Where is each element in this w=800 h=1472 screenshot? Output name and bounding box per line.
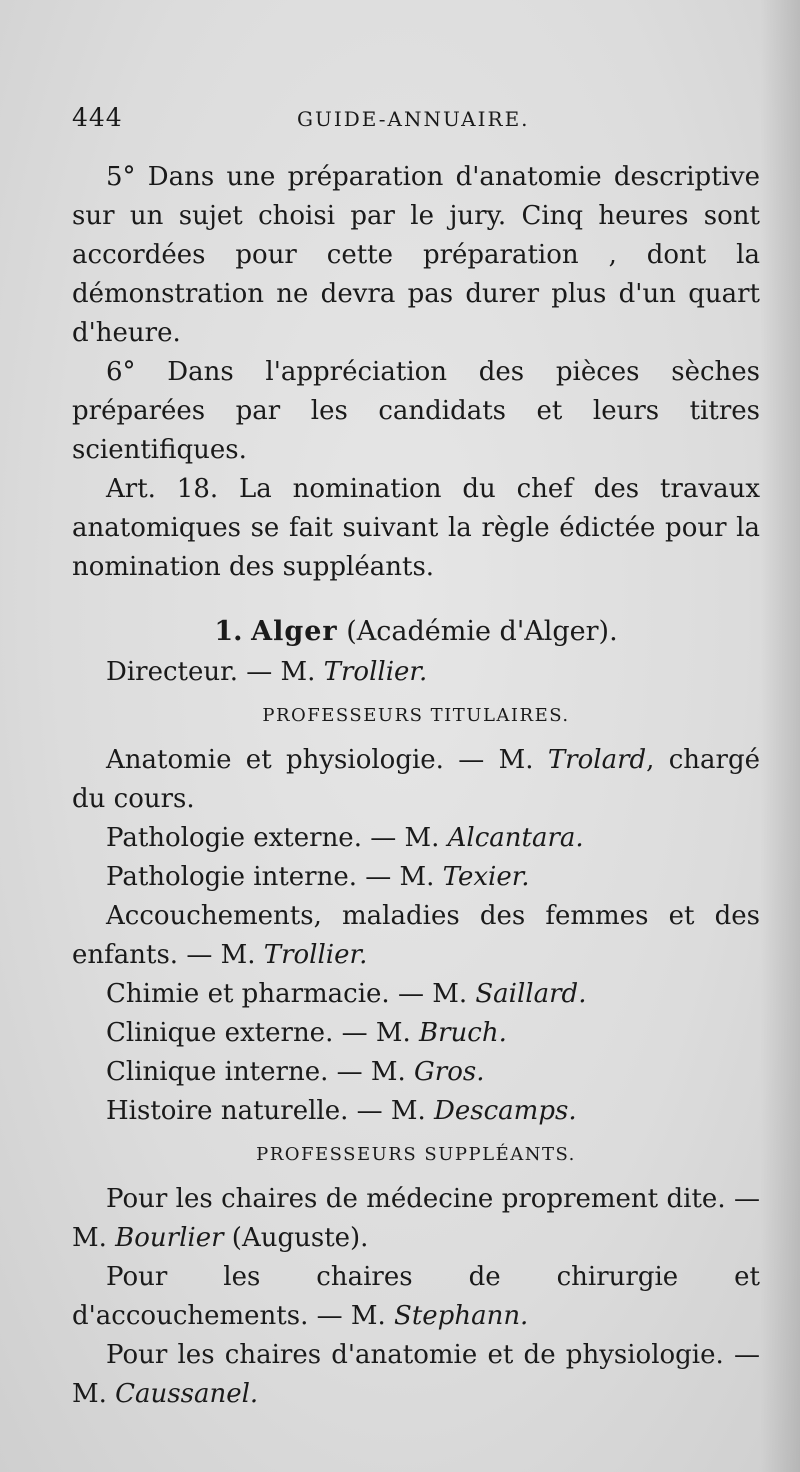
titulaire-entry [72,858,760,897]
paragraph-item-5: 5° Dans une préparation d'anatomie descriptive sur un sujet choisi par le jury. Cinq heures sont accordées pour cette préparation , dont la démonstration ne devra pas durer plus d'un quart d'heure. [72,162,760,348]
entry-subject: Clinique externe. — M. [106,1018,420,1048]
entry-name: Caussanel. [115,1379,259,1409]
suppleant-entry [72,1258,760,1336]
entry-subject: Chimie et pharmacie. — M. [106,979,476,1009]
titulaire-entry [72,741,760,819]
suppleant-entry [72,1180,760,1258]
page-header [72,98,740,132]
entry-name: Trollier. [263,940,368,970]
page-number: 444 [72,103,123,132]
section-city: Alger [251,616,338,647]
entry-name: Descamps. [434,1096,577,1126]
entry-name: Stephann. [394,1301,529,1331]
entry-subject: Pour les chaires de médecine proprement dite. — M. [72,1184,760,1253]
entry-subject: Pour les chaires d'anatomie et de physiologie. — M. [72,1340,760,1409]
entry-name: Trolard [547,745,647,775]
paragraph-item-6: 6° Dans l'appréciation des pièces sèches préparées par les candidats et leurs titres scientifiques. [72,357,760,465]
entry-name: Texier. [442,862,530,892]
suppleant-entry [72,1336,760,1414]
entry-name: Saillard. [475,979,587,1009]
titulaires-heading: PROFESSEURS TITULAIRES. [262,705,570,726]
titulaire-entry [72,897,760,975]
suppleants-heading: PROFESSEURS SUPPLÉANTS. [256,1144,576,1165]
entry-subject: Clinique interne. — M. [106,1057,415,1087]
director-label: Directeur. — M. [106,657,324,687]
section-academy: (Académie d'Alger). [346,616,618,647]
titulaire-entry [72,975,760,1014]
entry-suffix: (Auguste). [223,1223,369,1253]
titulaire-entry [72,1053,760,1092]
suppleants-list [72,1180,760,1414]
entry-name: Alcantara. [447,823,584,853]
page-body [72,158,760,1414]
titulaire-entry [72,1014,760,1053]
titulaire-entry [72,819,760,858]
entry-subject: Pathologie interne. — M. [106,862,443,892]
entry-subject: Accouchements, maladies des femmes et des enfants. — M. [72,901,760,970]
director-line [72,653,760,692]
titulaire-entry [72,1092,760,1131]
entry-subject: Histoire naturelle. — M. [106,1096,435,1126]
entry-subject: Anatomie et physiologie. — M. [106,745,548,775]
section-heading-alger [72,611,760,653]
entry-subject: Pathologie externe. — M. [106,823,448,853]
entry-name: Gros. [414,1057,485,1087]
running-title: GUIDE-ANNUAIRE. [297,107,530,131]
page-edge-shadow [760,0,800,1472]
entry-subject: Pour les chaires de chirurgie et d'accouchements. — M. [72,1262,760,1331]
paragraph-article-18: Art. 18. La nomination du chef des travaux anatomiques se fait suivant la règle édictée pour la nomination des suppléants. [72,474,760,582]
entry-name: Bruch. [419,1018,507,1048]
entry-name: Bourlier [115,1223,224,1253]
titulaires-list [72,741,760,1131]
director-name: Trollier. [323,657,428,687]
section-number: 1. [214,616,243,647]
entry-suffix: , chargé du cours. [72,745,761,814]
